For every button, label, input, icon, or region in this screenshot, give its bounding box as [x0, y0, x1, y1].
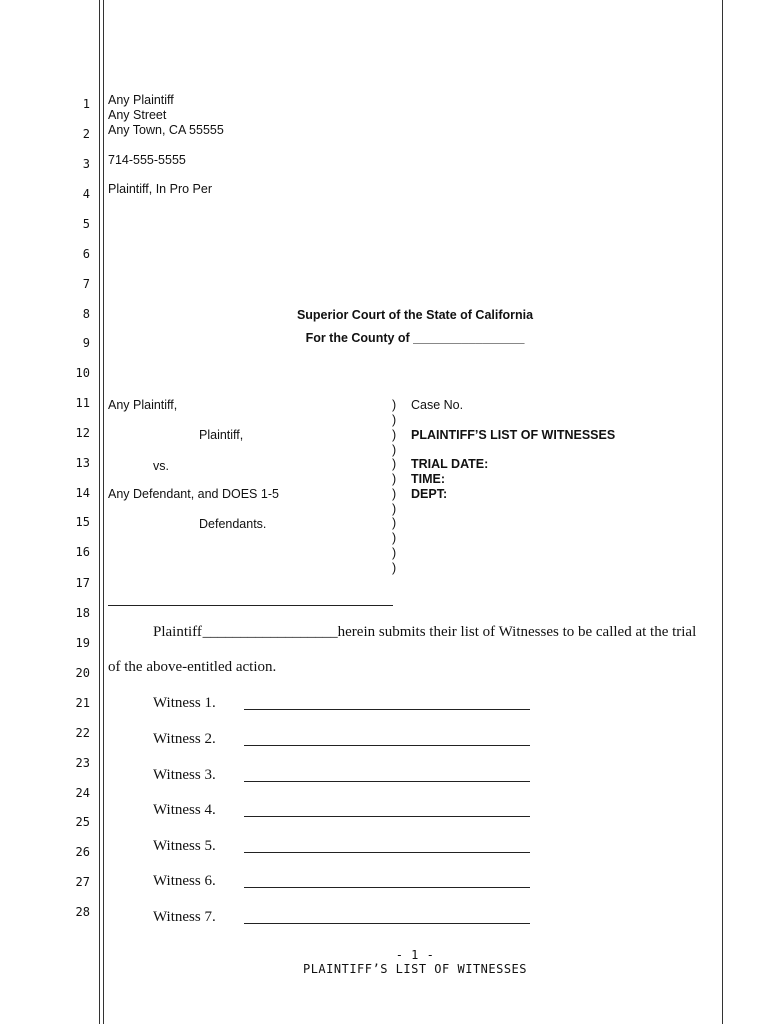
- attorney-city: Any Town, CA 55555: [108, 123, 224, 137]
- line-number: 19: [75, 636, 90, 650]
- witness-label: Witness 4.: [153, 802, 216, 818]
- line-number: 28: [75, 905, 90, 919]
- case-number-label: Case No.: [411, 398, 464, 412]
- witness-blank-line: [244, 887, 530, 888]
- line-number: 2: [82, 127, 90, 141]
- line-number: 24: [75, 786, 90, 800]
- caption-defendant-role: Defendants.: [199, 517, 267, 531]
- caption-paren: ): [392, 546, 397, 560]
- line-number: 8: [82, 307, 90, 321]
- witness-label: Witness 2.: [153, 731, 216, 747]
- line-number: 27: [75, 875, 90, 889]
- dept-label: DEPT:: [411, 487, 448, 501]
- witness-blank-line: [244, 709, 530, 710]
- witness-blank-line: [244, 745, 530, 746]
- caption-paren: ): [392, 428, 397, 442]
- witness-blank-line: [244, 852, 530, 853]
- footer-title: PLAINTIFF’S LIST OF WITNESSES: [302, 962, 527, 976]
- line-number: 12: [75, 426, 90, 440]
- caption-paren: ): [392, 443, 397, 457]
- attorney-phone: 714-555-5555: [108, 153, 186, 167]
- page-number: - 1 -: [395, 948, 435, 962]
- line-number: 6: [82, 247, 90, 261]
- caption-paren: ): [392, 457, 397, 471]
- margin-rule-left-inner: [103, 0, 104, 1024]
- witness-blank-line: [244, 816, 530, 817]
- line-number: 10: [75, 366, 90, 380]
- line-number: 7: [82, 277, 90, 291]
- line-number: 21: [75, 696, 90, 710]
- body-line-2: of the above-entitled action.: [108, 659, 277, 675]
- attorney-street: Any Street: [108, 108, 167, 122]
- trial-date-label: TRIAL DATE:: [411, 457, 489, 471]
- line-number: 9: [82, 336, 90, 350]
- witness-blank-line: [244, 781, 530, 782]
- body-line-1: [153, 623, 696, 641]
- court-county: For the County of ________________: [305, 331, 525, 345]
- caption-paren: ): [392, 502, 397, 516]
- attorney-role: Plaintiff, In Pro Per: [108, 182, 212, 196]
- caption-paren: ): [392, 487, 397, 501]
- attorney-name: Any Plaintiff: [108, 93, 174, 107]
- witness-blank-line: [244, 923, 530, 924]
- line-number: 16: [75, 545, 90, 559]
- caption-divider: [108, 605, 393, 606]
- line-number: 25: [75, 815, 90, 829]
- margin-rule-left-outer: [99, 0, 100, 1024]
- line-number: 15: [75, 515, 90, 529]
- caption-plaintiff-role: Plaintiff,: [199, 428, 244, 442]
- caption-paren: ): [392, 516, 397, 530]
- line-number: 4: [82, 187, 90, 201]
- court-name: Superior Court of the State of California: [296, 308, 534, 322]
- witness-label: Witness 5.: [153, 838, 216, 854]
- line-number: 20: [75, 666, 90, 680]
- caption-plaintiff: Any Plaintiff,: [108, 398, 178, 412]
- line-number: 18: [75, 606, 90, 620]
- witness-label: Witness 6.: [153, 873, 216, 889]
- line-number: 14: [75, 486, 90, 500]
- caption-defendant: Any Defendant, and DOES 1-5: [108, 487, 279, 501]
- line-number: 13: [75, 456, 90, 470]
- caption-vs: vs.: [153, 459, 169, 473]
- caption-paren: ): [392, 472, 397, 486]
- witness-label: Witness 3.: [153, 767, 216, 783]
- witness-label: Witness 1.: [153, 695, 216, 711]
- caption-paren: ): [392, 413, 397, 427]
- caption-paren: ): [392, 531, 397, 545]
- time-label: TIME:: [411, 472, 446, 486]
- margin-rule-right: [722, 0, 723, 1024]
- plaintiff-name-blank: __________________: [202, 624, 338, 640]
- line-number: 23: [75, 756, 90, 770]
- line-number: 17: [75, 576, 90, 590]
- witness-label: Witness 7.: [153, 909, 216, 925]
- line-number: 11: [75, 396, 90, 410]
- line-number: 5: [82, 217, 90, 231]
- document-title: PLAINTIFF’S LIST OF WITNESSES: [411, 428, 616, 442]
- line-number: 26: [75, 845, 90, 859]
- line-number: 3: [82, 157, 90, 171]
- body-submit-text: herein submits their list of Witnesses to be called at the trial: [337, 624, 697, 640]
- line-number: 22: [75, 726, 90, 740]
- line-number: 1: [82, 97, 90, 111]
- caption-paren: ): [392, 398, 397, 412]
- caption-paren: ): [392, 561, 397, 575]
- body-plaintiff-word: Plaintiff: [153, 624, 202, 640]
